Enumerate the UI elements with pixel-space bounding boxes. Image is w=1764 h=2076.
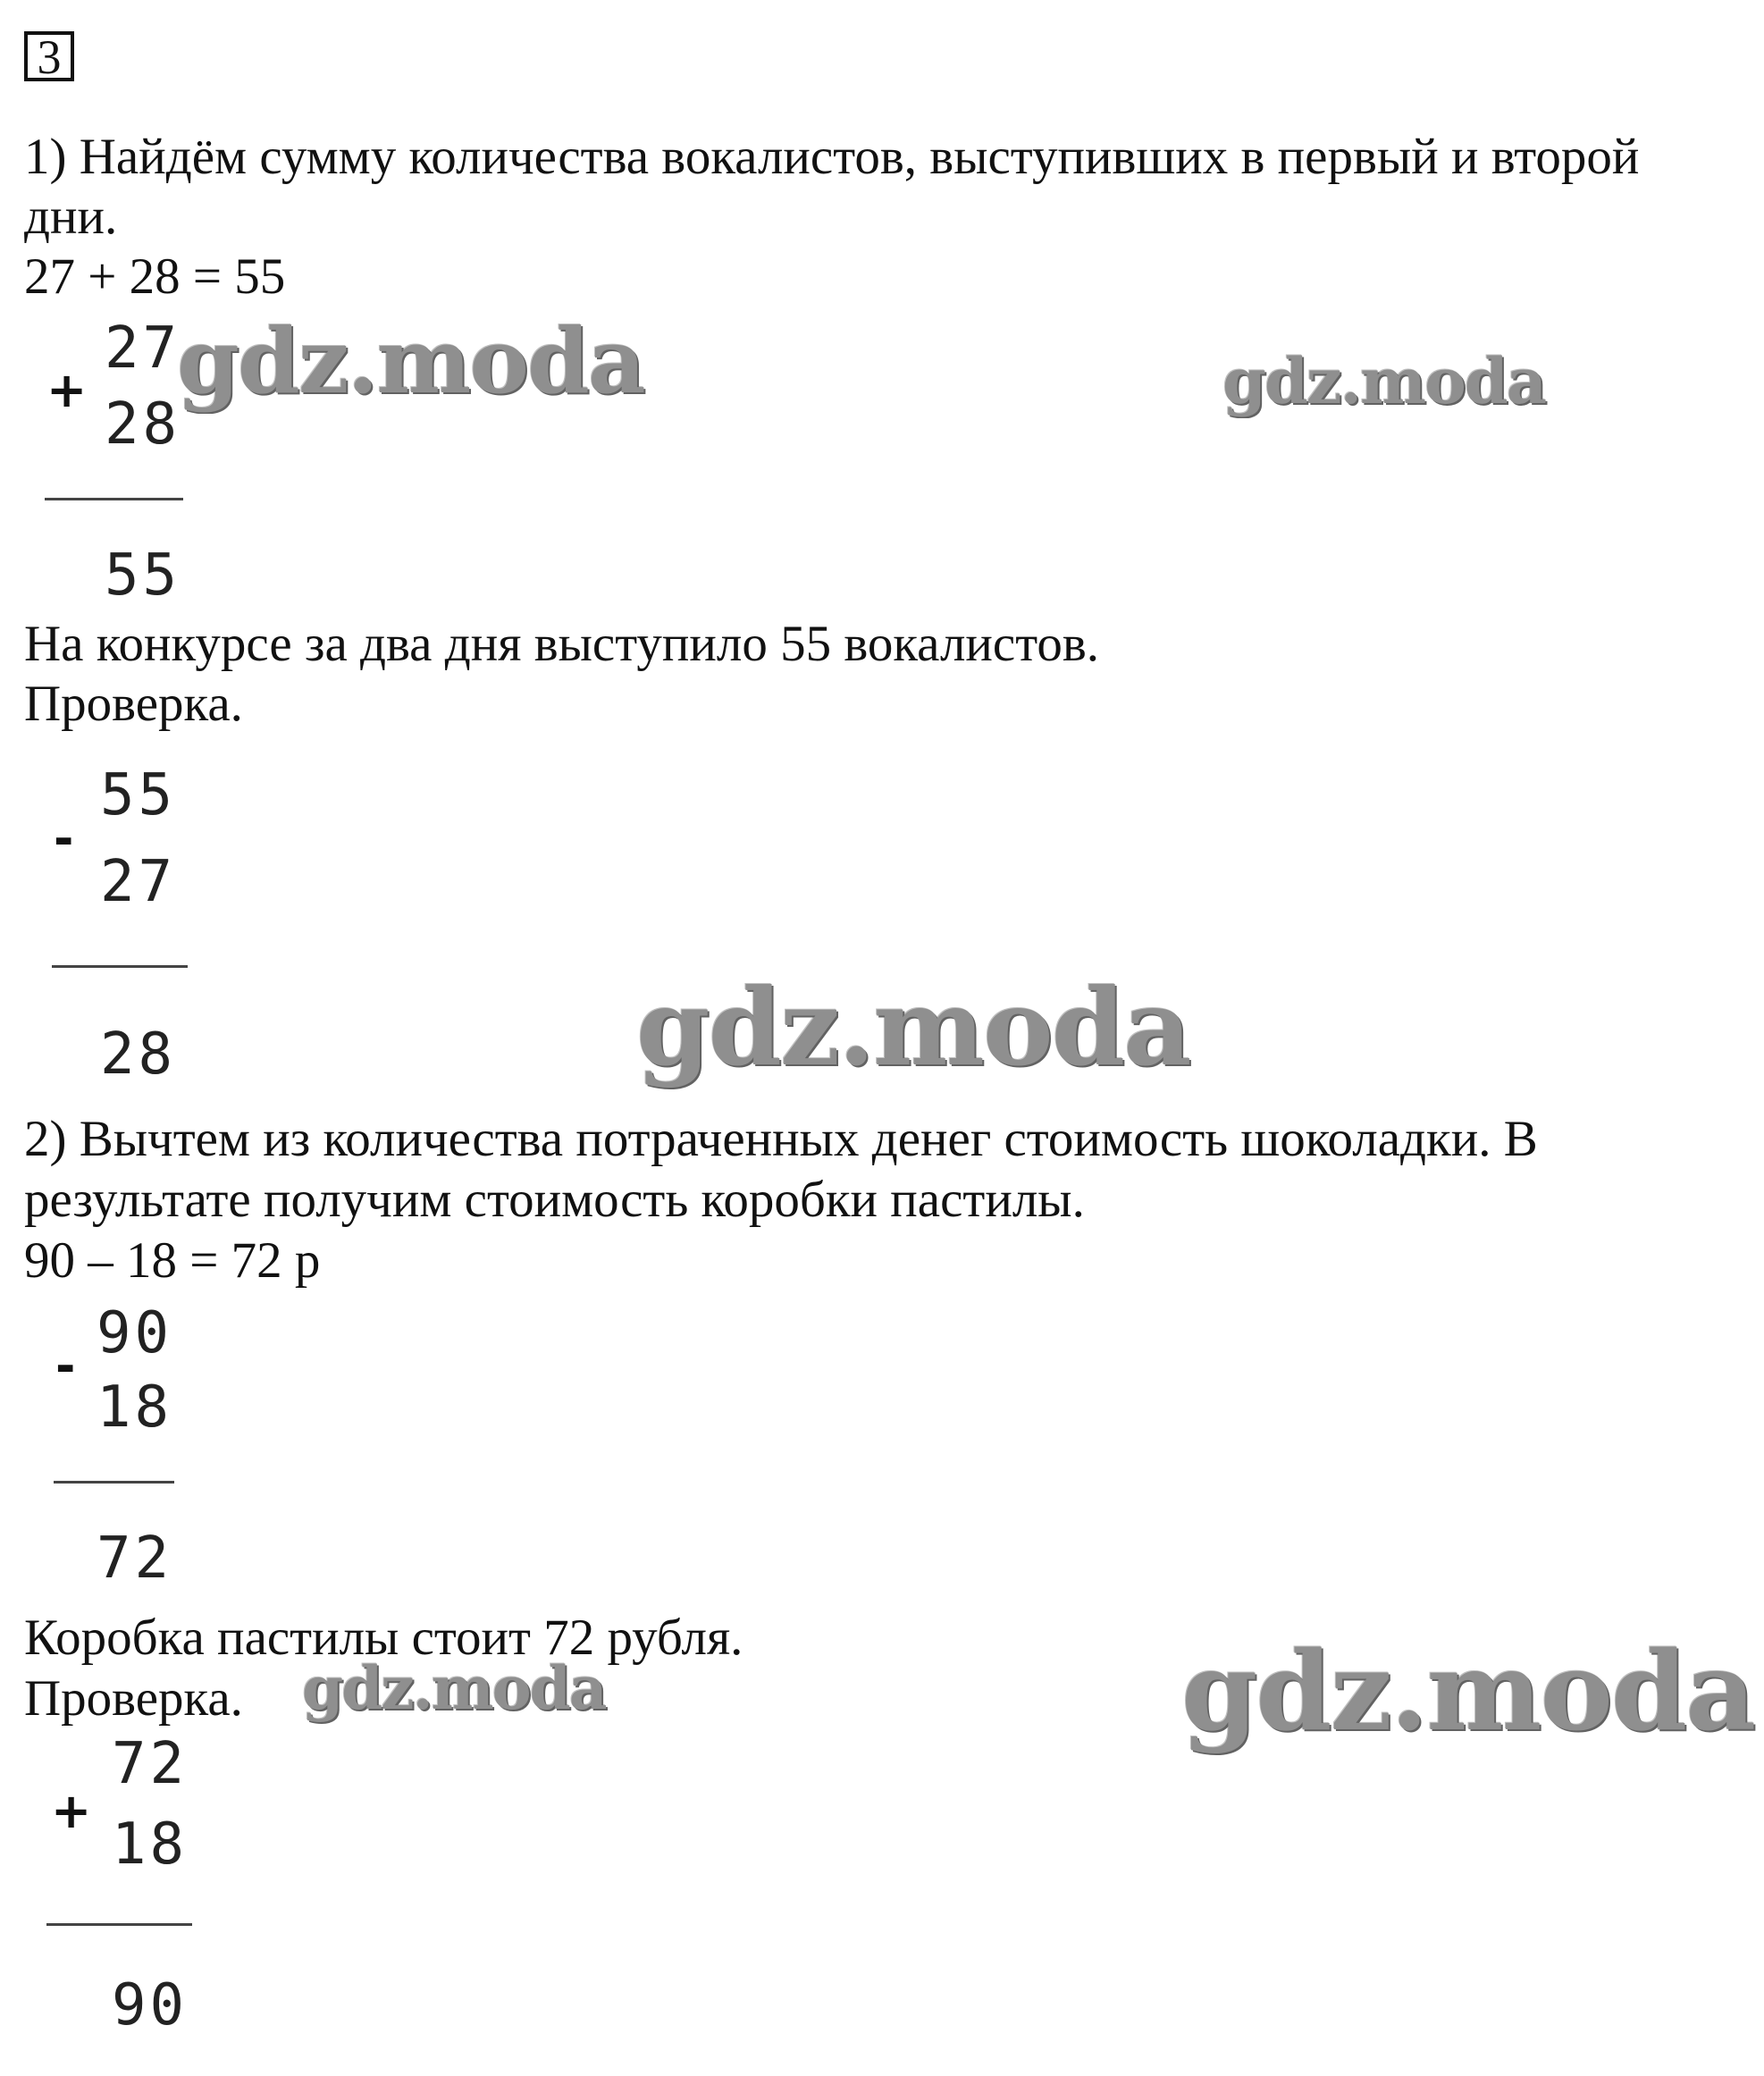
column-bottom-number: 18	[112, 1811, 189, 1878]
part2-equation: 90 – 18 = 72 р	[24, 1232, 321, 1289]
column-result-rule	[52, 965, 188, 968]
part1-text-line1: 1) Найдём сумму количества вокалистов, выступивших в первый и второй	[24, 129, 1640, 185]
column-result-number: 28	[100, 1021, 177, 1088]
watermark-logo: gdz.moda	[636, 965, 1190, 1089]
column-operator: +	[51, 1783, 92, 1839]
column-result-rule	[54, 1481, 174, 1483]
watermark-logo: gdz.moda	[1181, 1626, 1755, 1755]
watermark-logo: gdz.moda	[302, 1653, 606, 1723]
column-top-number: 55	[100, 762, 177, 828]
column-bottom-number: 18	[97, 1374, 173, 1441]
column-top-number: 90	[97, 1300, 173, 1366]
part2-answer: Коробка пастилы стоит 72 рубля.	[24, 1610, 743, 1666]
watermark-logo: gdz.moda	[1222, 344, 1546, 418]
part2-check-label: Проверка.	[24, 1670, 243, 1727]
column-result-number: 72	[97, 1525, 173, 1592]
column-result-rule	[46, 1923, 192, 1926]
column-operator: -	[54, 811, 74, 867]
watermark-logo: gdz.moda	[177, 308, 644, 414]
column-bottom-number: 27	[100, 849, 177, 915]
column-operator: +	[46, 362, 88, 418]
part2-text-line1: 2) Вычтем из количества потраченных денег стоимость шоколадки. В	[24, 1111, 1538, 1167]
part2-text-line2: результате получим стоимость коробки пастилы.	[24, 1172, 1085, 1228]
column-operator: -	[55, 1338, 76, 1394]
task-number-badge: 3	[24, 31, 74, 81]
column-bottom-number: 28	[105, 391, 181, 458]
column-result-number: 90	[112, 1972, 189, 2038]
part1-check-label: Проверка.	[24, 676, 243, 732]
part1-text-line2: дни.	[24, 189, 118, 245]
column-result-rule	[45, 498, 183, 500]
part1-answer: На конкурсе за два дня выступило 55 вокалистов.	[24, 616, 1100, 672]
column-top-number: 27	[105, 315, 181, 382]
part1-equation: 27 + 28 = 55	[24, 248, 286, 305]
column-result-number: 55	[105, 542, 181, 609]
column-top-number: 72	[112, 1731, 189, 1797]
